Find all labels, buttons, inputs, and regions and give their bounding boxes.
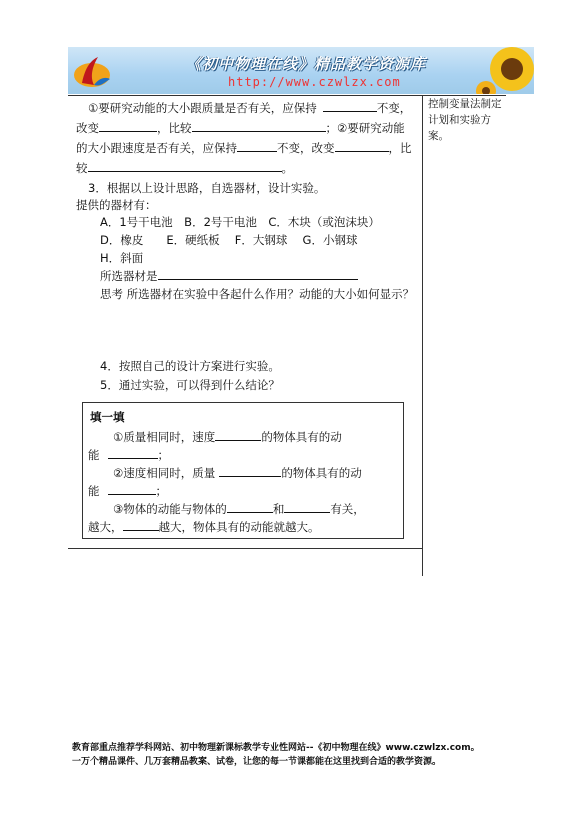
- footer-line-2: 一万个精品课件、几万套精品教案、试卷，让您的每一节课都能在这里找到合适的教学资源。: [72, 757, 442, 767]
- blank[interactable]: [192, 120, 326, 132]
- fill-q2: ②速度相同时，质量 的物体具有的动: [113, 466, 362, 480]
- header-banner: [68, 47, 534, 94]
- blank[interactable]: [227, 501, 273, 513]
- fill-q1-cont: 能 ；: [88, 448, 169, 462]
- paragraph-line-2: 改变 ，比较 ；②要研究动能: [76, 121, 405, 135]
- blank[interactable]: [335, 140, 389, 152]
- fill-q1: ①质量相同时，速度 的物体具有的动: [113, 430, 342, 444]
- step-3: 3．根据以上设计思路，自选器材，设计实验。: [88, 181, 326, 195]
- fill-in-box: [82, 402, 404, 539]
- selected-materials: 所选器材是: [100, 268, 358, 284]
- step-5: 5．通过实验，可以得到什么结论？: [100, 378, 280, 392]
- side-note: 控制变量法制定计划和实验方案。: [428, 98, 502, 142]
- materials-title: 提供的器材有：: [76, 198, 157, 212]
- fill-q3: ③物体的动能与物体的 和 有关，: [113, 502, 365, 516]
- blank[interactable]: [158, 268, 358, 280]
- paragraph-line-4: 较 。: [76, 161, 293, 175]
- blank[interactable]: [215, 429, 261, 441]
- blank[interactable]: [323, 100, 377, 112]
- blank[interactable]: [123, 519, 159, 531]
- paragraph-line-3: 的大小跟速度是否有关，应保持 不变，改变 ，比: [76, 141, 412, 155]
- blank[interactable]: [219, 465, 281, 477]
- paragraph-line-1: ①要研究动能的大小跟质量是否有关，应保持 不变，: [88, 101, 412, 115]
- site-logo-icon: [72, 53, 112, 91]
- step-4: 4．按照自己的设计方案进行实验。: [100, 359, 280, 373]
- blank[interactable]: [108, 447, 158, 459]
- blank[interactable]: [237, 140, 277, 152]
- blank[interactable]: [108, 483, 156, 495]
- materials-row-2: D．橡皮 E．硬纸板 F．大钢球 G．小钢球: [100, 233, 358, 247]
- sunflower-icon: [472, 47, 534, 94]
- materials-row-3: H．斜面: [100, 251, 144, 265]
- fill-q3-cont: 越大， 越大，物体具有的动能就越大。: [88, 520, 320, 534]
- think-question: 思考 所选器材在实验中各起什么作用？动能的大小如何显示？: [100, 287, 415, 301]
- fill-q2-cont: 能 ；: [88, 484, 167, 498]
- bottom-divider: [68, 548, 423, 549]
- blank[interactable]: [99, 120, 157, 132]
- banner-url[interactable]: http://www.czwlzx.com: [228, 75, 401, 89]
- column-divider: [422, 95, 423, 576]
- blank[interactable]: [284, 501, 330, 513]
- materials-row-1: A．1号干电池 B．2号干电池 C．木块（或泡沫块）: [100, 215, 380, 229]
- footer-line-1: 教育部重点推荐学科网站、初中物理新课标教学专业性网站--《初中物理在线》www.czwlzx.com。: [72, 743, 480, 753]
- banner-title: 《初中物理在线》精品教学资源库: [186, 55, 427, 73]
- fill-title: 填一填: [90, 410, 125, 424]
- blank[interactable]: [88, 160, 282, 172]
